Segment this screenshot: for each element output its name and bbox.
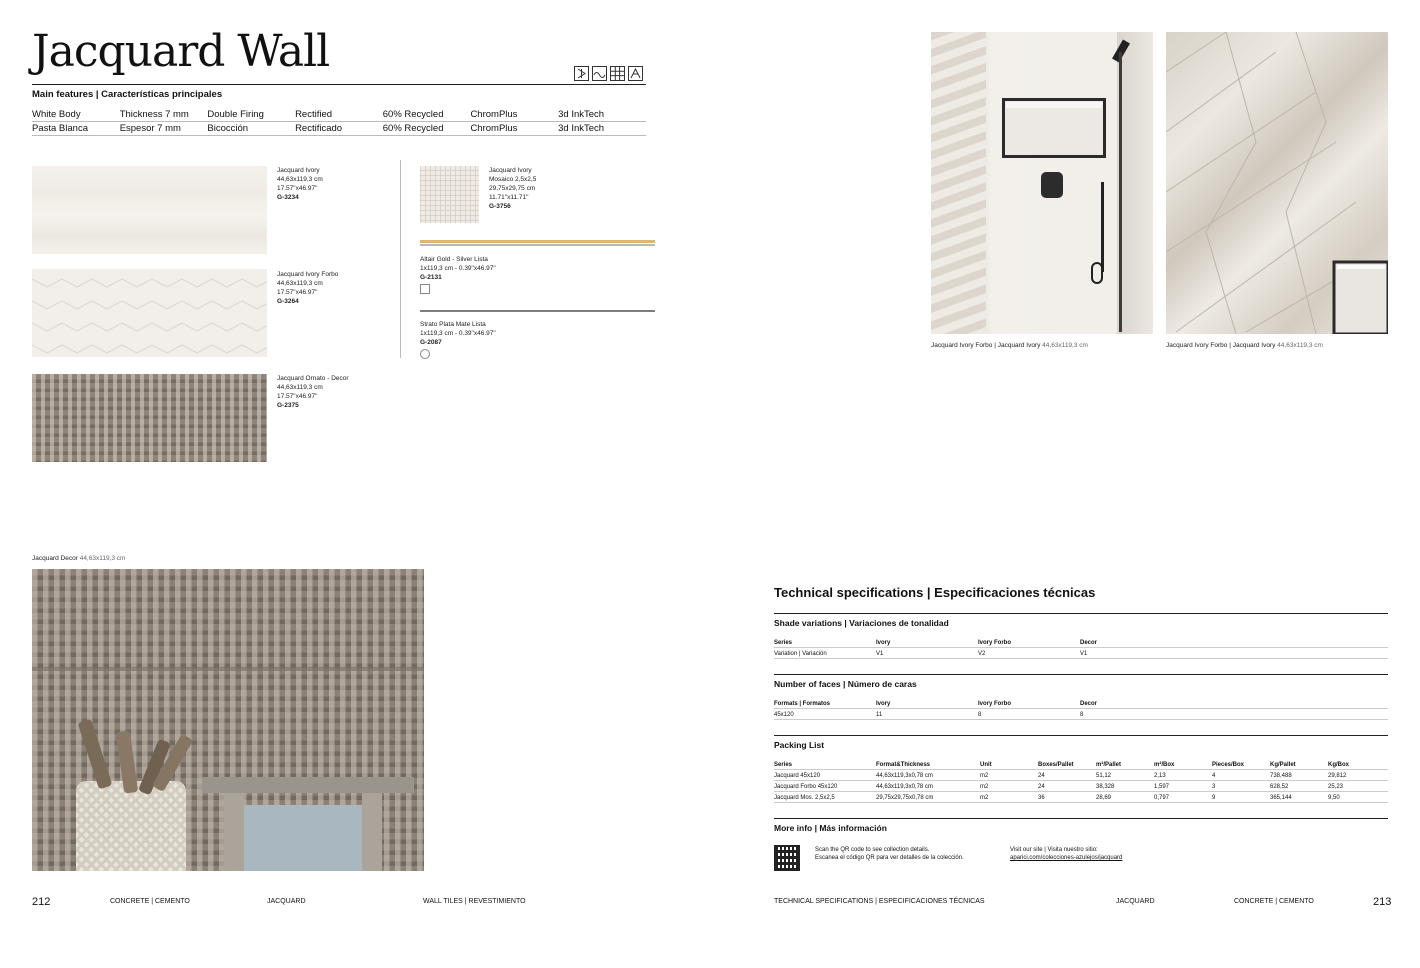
table-cell: 8 xyxy=(1080,711,1084,718)
caption-size: 44,63x119,3 cm xyxy=(79,555,126,562)
faces-header-row xyxy=(774,699,1388,709)
table-cell: 51,12 xyxy=(1096,772,1112,779)
feature-cell: 3d InkTech xyxy=(558,123,605,134)
features-row-en xyxy=(32,108,646,122)
tile-ornato-decor-image xyxy=(32,374,267,462)
table-cell: 45x120 xyxy=(774,711,794,718)
page-number-left: 212 xyxy=(32,896,51,908)
product-size-in: 17.57"x46.97" xyxy=(277,185,318,192)
qr-code[interactable] xyxy=(774,845,800,871)
product-size-in: 17.57"x46.97" xyxy=(277,393,318,400)
lista-altair-caption xyxy=(420,255,496,297)
caption-main: Jacquard Ivory Forbo | Jacquard Ivory xyxy=(931,342,1041,349)
packing-row xyxy=(774,771,1388,781)
lista-piece-icon xyxy=(420,284,430,294)
footer-category: CONCRETE | CEMENTO xyxy=(110,898,190,905)
product-name: Jacquard Ornato - Decor xyxy=(277,375,349,382)
mosaic-tile-image xyxy=(420,166,479,223)
footer-section: TECHNICAL SPECIFICATIONS | ESPECIFICACIONES TÉCNICAS xyxy=(774,898,985,905)
product-size-cm: 44,63x119,3 cm xyxy=(277,384,323,391)
feature-cell: Rectified xyxy=(295,109,333,120)
3d-wall-closeup-photo xyxy=(1166,32,1388,334)
table-cell: 24 xyxy=(1038,772,1045,779)
product-size: 1x119,3 cm - 0.39"x46.97" xyxy=(420,265,496,272)
shade-header-row xyxy=(774,638,1388,648)
packing-heading: Packing List xyxy=(774,740,825,750)
footer-category: CONCRETE | CEMENTO xyxy=(1234,898,1314,905)
section-rule xyxy=(774,818,1388,819)
feature-cell: Espesor 7 mm xyxy=(119,123,181,134)
table-cell: Formats | Formatos xyxy=(774,700,831,707)
table-cell: Series xyxy=(774,761,793,768)
section-rule xyxy=(774,735,1388,736)
feature-cell: Pasta Blanca xyxy=(32,123,88,134)
feature-cell: 60% Recycled xyxy=(382,109,444,120)
visit-label: Visit our site | Visita nuestro sitio: xyxy=(1010,847,1098,853)
section-rule xyxy=(774,674,1388,675)
tile-ivory-image xyxy=(32,166,267,254)
table-cell: 11 xyxy=(876,711,883,718)
table-cell: 9,50 xyxy=(1328,794,1340,801)
photo1-caption xyxy=(931,342,1088,349)
table-cell: Series xyxy=(774,639,793,646)
table-cell: Ivory Forbo xyxy=(978,639,1012,646)
product-size-in: 11.71"x11.71" xyxy=(489,194,529,201)
lista-piece-icon xyxy=(420,349,430,359)
table-cell: 8 xyxy=(978,711,982,718)
table-cell: Ivory Forbo xyxy=(978,700,1012,707)
specs-title: Technical specifications | Especificaciones técnicas xyxy=(774,585,1096,600)
table-cell: Decor xyxy=(1080,639,1098,646)
table-cell: 4 xyxy=(1212,772,1216,779)
plata-lista-stripe xyxy=(420,310,655,312)
caption-size: 44,63x119,3 cm xyxy=(1042,342,1088,349)
feature-icons xyxy=(574,66,643,81)
table-cell: 3 xyxy=(1212,783,1216,790)
feature-cell: Thickness 7 mm xyxy=(119,109,189,120)
table-cell: 36 xyxy=(1038,794,1045,801)
gold-lista-stripe xyxy=(420,240,655,243)
product-format: Mosaico 2,5x2,5 xyxy=(489,176,537,183)
table-cell: 25,23 xyxy=(1328,783,1344,790)
product-size-in: 17.57"x46.97" xyxy=(277,289,318,296)
table-cell: Variation | Variación xyxy=(774,650,827,657)
feature-cell: 60% Recycled xyxy=(382,123,444,134)
table-cell: V2 xyxy=(978,650,986,657)
table-cell: 24 xyxy=(1038,783,1045,790)
feature-cell: ChromPlus xyxy=(470,109,518,120)
table-cell: 44,63x119,3x0,78 cm xyxy=(876,783,933,790)
table-cell: 28,69 xyxy=(1096,794,1112,801)
feature-cell: Bicocción xyxy=(207,123,249,134)
specs-rule xyxy=(774,613,1388,614)
photo2-caption xyxy=(1166,342,1323,349)
product-code: G-3756 xyxy=(489,203,511,210)
caption-main: Jacquard Decor xyxy=(32,555,78,562)
feature-cell: Double Firing xyxy=(207,109,264,120)
caption-main: Jacquard Ivory Forbo | Jacquard Ivory xyxy=(1166,342,1276,349)
product-size: 1x119,3 cm - 0.39"x46.97" xyxy=(420,330,496,337)
table-cell: m²/Box xyxy=(1154,761,1175,768)
page-number-right: 213 xyxy=(1373,896,1392,908)
table-cell: m²/Pallet xyxy=(1096,761,1122,768)
feature-cell: Rectificado xyxy=(295,123,343,134)
silver-lista-stripe xyxy=(420,244,655,246)
table-cell: 29,75x29,75x0,78 cm xyxy=(876,794,934,801)
qr-text-en: Scan the QR code to see collection details. xyxy=(815,847,930,853)
packing-header-row xyxy=(774,760,1388,770)
table-cell: 9 xyxy=(1212,794,1216,801)
jacquard-decor-photo xyxy=(32,569,424,871)
footer-collection: JACQUARD xyxy=(267,898,306,905)
product-code: G-2087 xyxy=(420,339,442,346)
faces-row xyxy=(774,710,1388,720)
footer-collection: JACQUARD xyxy=(1116,898,1155,905)
tile-ivory-caption xyxy=(277,166,323,202)
table-cell: Ivory xyxy=(876,700,891,707)
table-cell: Kg/Pallet xyxy=(1270,761,1296,768)
visit-site xyxy=(1010,846,1122,862)
table-cell: m2 xyxy=(980,794,989,801)
table-cell: 365,144 xyxy=(1270,794,1292,801)
footer-type: WALL TILES | REVESTIMIENTO xyxy=(423,898,526,905)
table-cell: 2,13 xyxy=(1154,772,1166,779)
table-cell: 0,797 xyxy=(1154,794,1170,801)
qr-text-es: Escanea el código QR para ver detalles de la colección. xyxy=(815,855,964,861)
features-heading: Main features | Características principales xyxy=(32,89,223,100)
tile-ornato-decor-caption xyxy=(277,374,349,410)
qr-instructions xyxy=(815,846,964,862)
more-info-heading: More info | Más información xyxy=(774,823,887,833)
shade-row xyxy=(774,649,1388,659)
page-title: Jacquard Wall xyxy=(32,26,330,77)
table-cell: 38,328 xyxy=(1096,783,1115,790)
table-cell: Ivory xyxy=(876,639,891,646)
product-code: G-3234 xyxy=(277,194,299,201)
features-row-es xyxy=(32,122,646,136)
packing-row xyxy=(774,793,1388,803)
grid-tile-icon xyxy=(610,66,625,81)
table-cell: Unit xyxy=(980,761,992,768)
table-cell: V1 xyxy=(876,650,884,657)
faces-heading: Number of faces | Número de caras xyxy=(774,679,917,689)
product-name: Jacquard Ivory xyxy=(277,167,320,174)
table-cell: 29,812 xyxy=(1328,772,1347,779)
product-name: Jacquard Ivory Forbo xyxy=(277,271,339,278)
product-size-cm: 44,63x119,3 cm xyxy=(277,176,323,183)
shade-heading: Shade variations | Variaciones de tonalidad xyxy=(774,618,949,628)
table-cell: Format&Thickness xyxy=(876,761,931,768)
feature-cell: 3d InkTech xyxy=(558,109,605,120)
product-code: G-2375 xyxy=(277,402,299,409)
product-code: G-3264 xyxy=(277,298,299,305)
table-cell: 738,488 xyxy=(1270,772,1292,779)
3d-texture-icon xyxy=(592,66,607,81)
structure-icon xyxy=(628,66,643,81)
table-cell: Jacquard Forbo 45x120 xyxy=(774,783,838,790)
table-cell: Kg/Box xyxy=(1328,761,1349,768)
table-cell: V1 xyxy=(1080,650,1088,657)
table-cell: Pieces/Box xyxy=(1212,761,1245,768)
shower-photo xyxy=(931,32,1153,334)
table-cell: Boxes/Pallet xyxy=(1038,761,1074,768)
tile-ivory-forbo-image xyxy=(32,269,267,357)
product-size-cm: 29,75x29,75 cm xyxy=(489,185,536,192)
product-name: Jacquard Ivory xyxy=(489,167,532,174)
product-name: Strato Plata Mate Lista xyxy=(420,321,486,328)
mosaic-caption xyxy=(489,166,536,211)
feature-cell: ChromPlus xyxy=(470,123,518,134)
table-cell: m2 xyxy=(980,772,989,779)
tile-ivory-forbo-caption xyxy=(277,270,338,306)
collection-link[interactable]: aparici.com/colecciones-azulejos/jacquard xyxy=(1010,855,1123,861)
rectified-icon xyxy=(574,66,589,81)
big-photo-caption xyxy=(32,555,125,562)
table-cell: Jacquard Mos. 2,5x2,5 xyxy=(774,794,835,801)
table-cell: m2 xyxy=(980,783,989,790)
packing-row xyxy=(774,782,1388,792)
lista-strato-caption xyxy=(420,320,496,362)
table-cell: Decor xyxy=(1080,700,1098,707)
column-divider xyxy=(400,160,401,358)
product-code: G-2131 xyxy=(420,274,442,281)
feature-cell: White Body xyxy=(32,109,81,120)
title-rule xyxy=(32,84,646,85)
product-size-cm: 44,63x119,3 cm xyxy=(277,280,323,287)
table-cell: 44,63x119,3x0,78 cm xyxy=(876,772,933,779)
product-name: Altair Gold - Silver Lista xyxy=(420,256,488,263)
table-cell: 1,597 xyxy=(1154,783,1170,790)
table-cell: Jacquard 45x120 xyxy=(774,772,821,779)
caption-size: 44,63x119,3 cm xyxy=(1277,342,1323,349)
table-cell: 628,52 xyxy=(1270,783,1289,790)
